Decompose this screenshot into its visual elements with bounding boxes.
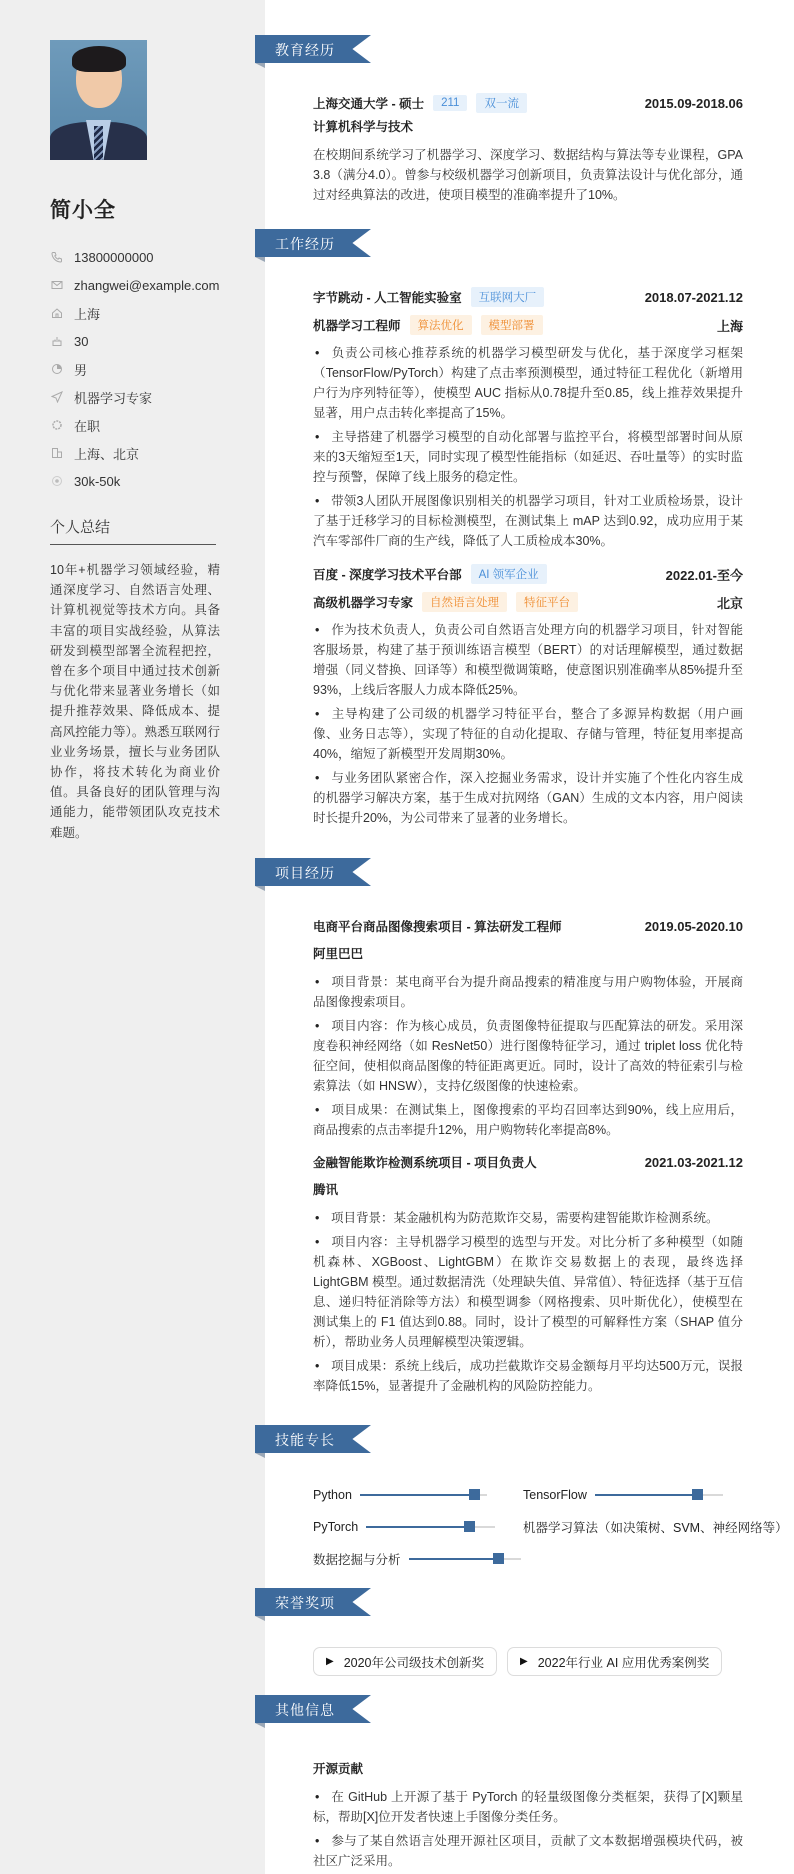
company-tag: AI 领军企业 [471, 564, 547, 584]
main-content [265, 0, 794, 1874]
project-entry [313, 1150, 743, 1400]
section-banner [255, 35, 371, 63]
list-item: • 项目成果：在测试集上，图像搜索的平均召回率达到90%，线上应用后，商品搜索的点击率提升12%，用户购物转化率提高8%。 [313, 1100, 743, 1140]
job-bullets [313, 343, 743, 551]
list-item: • 作为技术负责人，负责公司自然语言处理方向的机器学习项目，针对智能客服场景，构建了基于预训练语言模型（BERT）的对话理解模型，通过数据增强（同义替换、回译等）和模型微调策略，使意图识别准确率从85%提升至93%，上线后客服人力成本降低25%。 [313, 620, 743, 700]
list-item: • 项目成果：系统上线后，成功拦截欺诈交易金额每月平均达500万元，误报率降低15%，显著提升了金融机构的风险防控能力。 [313, 1356, 743, 1396]
other-entry [313, 1757, 743, 1874]
award-item: ▶ 2020年公司级技术创新奖 [313, 1647, 497, 1676]
project-date: 2021.03-2021.12 [644, 1154, 743, 1170]
summary-heading: 个人总结 [50, 519, 111, 536]
section-banner [255, 1588, 371, 1616]
awards-list [313, 1647, 722, 1676]
list-item: • 项目内容：作为核心成员，负责图像特征提取与匹配算法的研发。采用深度卷积神经网络（如 ResNet50）进行图像特征学习，通过 triplet loss 优化特征空间，使相似商品图像的特征距离更近。同时，设计了高效的特征索引与检索算法（如 HNSW），支持亿级图像的快速检索。 [313, 1016, 743, 1096]
job-entry [313, 285, 743, 555]
play-triangle-icon: ▶ [520, 1656, 528, 1667]
list-item: • 参与了某自然语言处理开源社区项目，贡献了文本数据增强模块代码，被社区广泛采用。 [313, 1831, 743, 1871]
section-banner [255, 229, 371, 257]
company-name: 百度 - 深度学习技术平台部 [313, 568, 462, 582]
skill-tensorflow: TensorFlow [523, 1485, 723, 1505]
other-bullets [313, 1787, 743, 1871]
project-title: 金融智能欺诈检测系统项目 - 项目负责人 [313, 1156, 537, 1170]
education-date: 2015.09-2018.06 [644, 95, 743, 111]
section-banner [255, 858, 371, 886]
job-entry [313, 562, 743, 832]
list-item: • 主导构建了公司级的机器学习特征平台，整合了多源异构数据（用户画像、业务日志等），实现了特征的自动化提取、存储与管理，特征复用率提高40%，缩短了新模型开发周期30%。 [313, 704, 743, 764]
contact-info-list [50, 243, 219, 495]
info-email: zhangwei@example.com [50, 271, 219, 299]
school-tag: 双一流 [476, 93, 527, 113]
info-status: 在职 [50, 411, 219, 439]
skill-level-bar [409, 1558, 521, 1560]
sidebar [0, 0, 265, 1874]
profile-name: 简小全 [50, 199, 116, 222]
job-date: 2022.01-至今 [665, 567, 743, 583]
section-heading: 项目经历 [275, 865, 335, 881]
info-gender: 男 [50, 355, 219, 383]
summary-text: 10年+机器学习领域经验，精通深度学习、自然语言处理、计算机视觉等技术方向。具备丰富的项目实战经验，从算法研发到模型部署全流程把控，曾在多个项目中通过技术创新与优化带来显著业务增长（如提升推荐效果、降低成本、提高风控能力等）。熟悉互联网行业业务场景，擅长与业务团队协作，将技术转化为商业价值。具备良好的团队管理与沟通能力，能带领团队攻克技术难题。 [50, 563, 220, 840]
project-company: 阿里巴巴 [313, 947, 364, 961]
project-company: 腾讯 [313, 1183, 339, 1197]
company-name: 字节跳动 - 人工智能实验室 [313, 291, 462, 305]
project-title: 电商平台商品图像搜索项目 - 算法研发工程师 [313, 920, 562, 934]
section-heading: 工作经历 [275, 236, 335, 252]
project-entry [313, 914, 743, 1144]
skill-python: Python [313, 1485, 487, 1505]
job-location: 上海 [716, 318, 743, 334]
section-banner [255, 1425, 371, 1453]
list-item: • 主导搭建了机器学习模型的自动化部署与监控平台，将模型部署时间从原来的3天缩短至1天，同时实现了模型性能指标（如延迟、吞吐量等）的实时监控与预警，保障了线上服务的稳定性。 [313, 427, 743, 487]
send-icon [50, 390, 64, 404]
list-item: • 负责公司核心推荐系统的机器学习模型研发与优化，基于深度学习框架（TensorFlow/PyTorch）构建了点击率预测模型，通过特征工程优化（新增用户行为序列特征等），使模型 AUC 指标从0.78提升至0.85，线上推荐效果提升显著，用户点击转化率提高了15%。 [313, 343, 743, 423]
section-heading: 教育经历 [275, 42, 335, 58]
position-tag: 特征平台 [516, 592, 578, 612]
project-bullets [313, 972, 743, 1140]
list-item: • 项目内容：主导机器学习模型的选型与开发。对比分析了多种模型（如随机森林、XGBoost、LightGBM）在欺诈交易数据上的表现，最终选择 LightGBM 模型。通过数据清洗（处理缺失值、异常值）、特征选择（基于互信息、递归特征消除等方法）和模型调参（网格搜索、贝叶斯优化），使模型在测试集上的 F1 值达到0.88。同时，设计了模型的可解释性方案（SHAP 值分析），帮助业务人员理解模型决策逻辑。 [313, 1232, 743, 1352]
phone-icon [50, 250, 64, 264]
section-heading: 荣誉奖项 [275, 1595, 335, 1611]
major: 计算机科学与技术 [313, 120, 414, 134]
project-date: 2019.05-2020.10 [644, 918, 743, 934]
home-icon [50, 306, 64, 320]
info-job-target: 机器学习专家 [50, 383, 219, 411]
salary-icon [50, 474, 64, 488]
mail-icon [50, 278, 64, 292]
skill-level-bar [366, 1526, 495, 1528]
school-name: 上海交通大学 - 硕士 [313, 97, 425, 111]
skill-ml-algorithms: 机器学习算法（如决策树、SVM、神经网络等） [523, 1521, 788, 1535]
education-entry [313, 91, 743, 205]
position: 机器学习工程师 [313, 319, 401, 333]
section-heading: 其他信息 [275, 1702, 335, 1718]
job-bullets [313, 620, 743, 828]
play-triangle-icon: ▶ [326, 1656, 334, 1667]
summary-divider [50, 544, 216, 545]
skill-level-bar [595, 1494, 723, 1496]
position: 高级机器学习专家 [313, 596, 414, 610]
job-location: 北京 [716, 595, 743, 611]
info-target-city: 上海、北京 [50, 439, 219, 467]
skill-data-mining: 数据挖掘与分析 [313, 1549, 521, 1569]
info-city: 上海 [50, 299, 219, 327]
list-item: • 带领3人团队开展图像识别相关的机器学习项目，针对工业质检场景，设计了基于迁移学习的目标检测模型，在测试集上 mAP 达到0.92，成功应用于某汽车零部件厂商的生产线，降低了人工质检成本30%。 [313, 491, 743, 551]
info-salary: 30k-50k [50, 467, 219, 495]
list-item: • 项目背景：某电商平台为提升商品搜索的精准度与用户购物体验，开展商品图像搜索项目。 [313, 972, 743, 1012]
building-icon [50, 446, 64, 460]
status-icon [50, 418, 64, 432]
position-tag: 模型部署 [481, 315, 543, 335]
info-phone: 13800000000 [50, 243, 219, 271]
project-bullets [313, 1208, 743, 1396]
cake-icon [50, 334, 64, 348]
company-tag: 互联网大厂 [471, 287, 545, 307]
position-tag: 自然语言处理 [422, 592, 507, 612]
education-description: 在校期间系统学习了机器学习、深度学习、数据结构与算法等专业课程，GPA 3.8（满分4.0）。曾参与校级机器学习创新项目，负责算法设计与优化部分，通过对经典算法的改进，使项目模型的准确率提升了10%。 [313, 148, 743, 202]
list-item: • 在 GitHub 上开源了基于 PyTorch 的轻量级图像分类框架，获得了[X]颗星标，帮助[X]位开发者快速上手图像分类任务。 [313, 1787, 743, 1827]
gender-icon [50, 362, 64, 376]
other-subtitle: 开源贡献 [313, 1762, 364, 1776]
info-age: 30 [50, 327, 219, 355]
section-heading: 技能专长 [275, 1432, 335, 1448]
skill-level-bar [360, 1494, 487, 1496]
position-tag: 算法优化 [410, 315, 472, 335]
school-tag: 211 [433, 95, 467, 111]
skill-pytorch: PyTorch [313, 1517, 495, 1537]
list-item: • 项目背景：某金融机构为防范欺诈交易，需要构建智能欺诈检测系统。 [313, 1208, 743, 1228]
award-item: ▶ 2022年行业 AI 应用优秀案例奖 [507, 1647, 722, 1676]
section-banner [255, 1695, 371, 1723]
list-item: • 与业务团队紧密合作，深入挖掘业务需求，设计并实施了个性化内容生成的机器学习解决方案，基于生成对抗网络（GAN）生成的文本内容，用户阅读时长提升20%，为公司带来了显著的业务增长。 [313, 768, 743, 828]
profile-photo [50, 40, 147, 160]
job-date: 2018.07-2021.12 [644, 289, 743, 305]
